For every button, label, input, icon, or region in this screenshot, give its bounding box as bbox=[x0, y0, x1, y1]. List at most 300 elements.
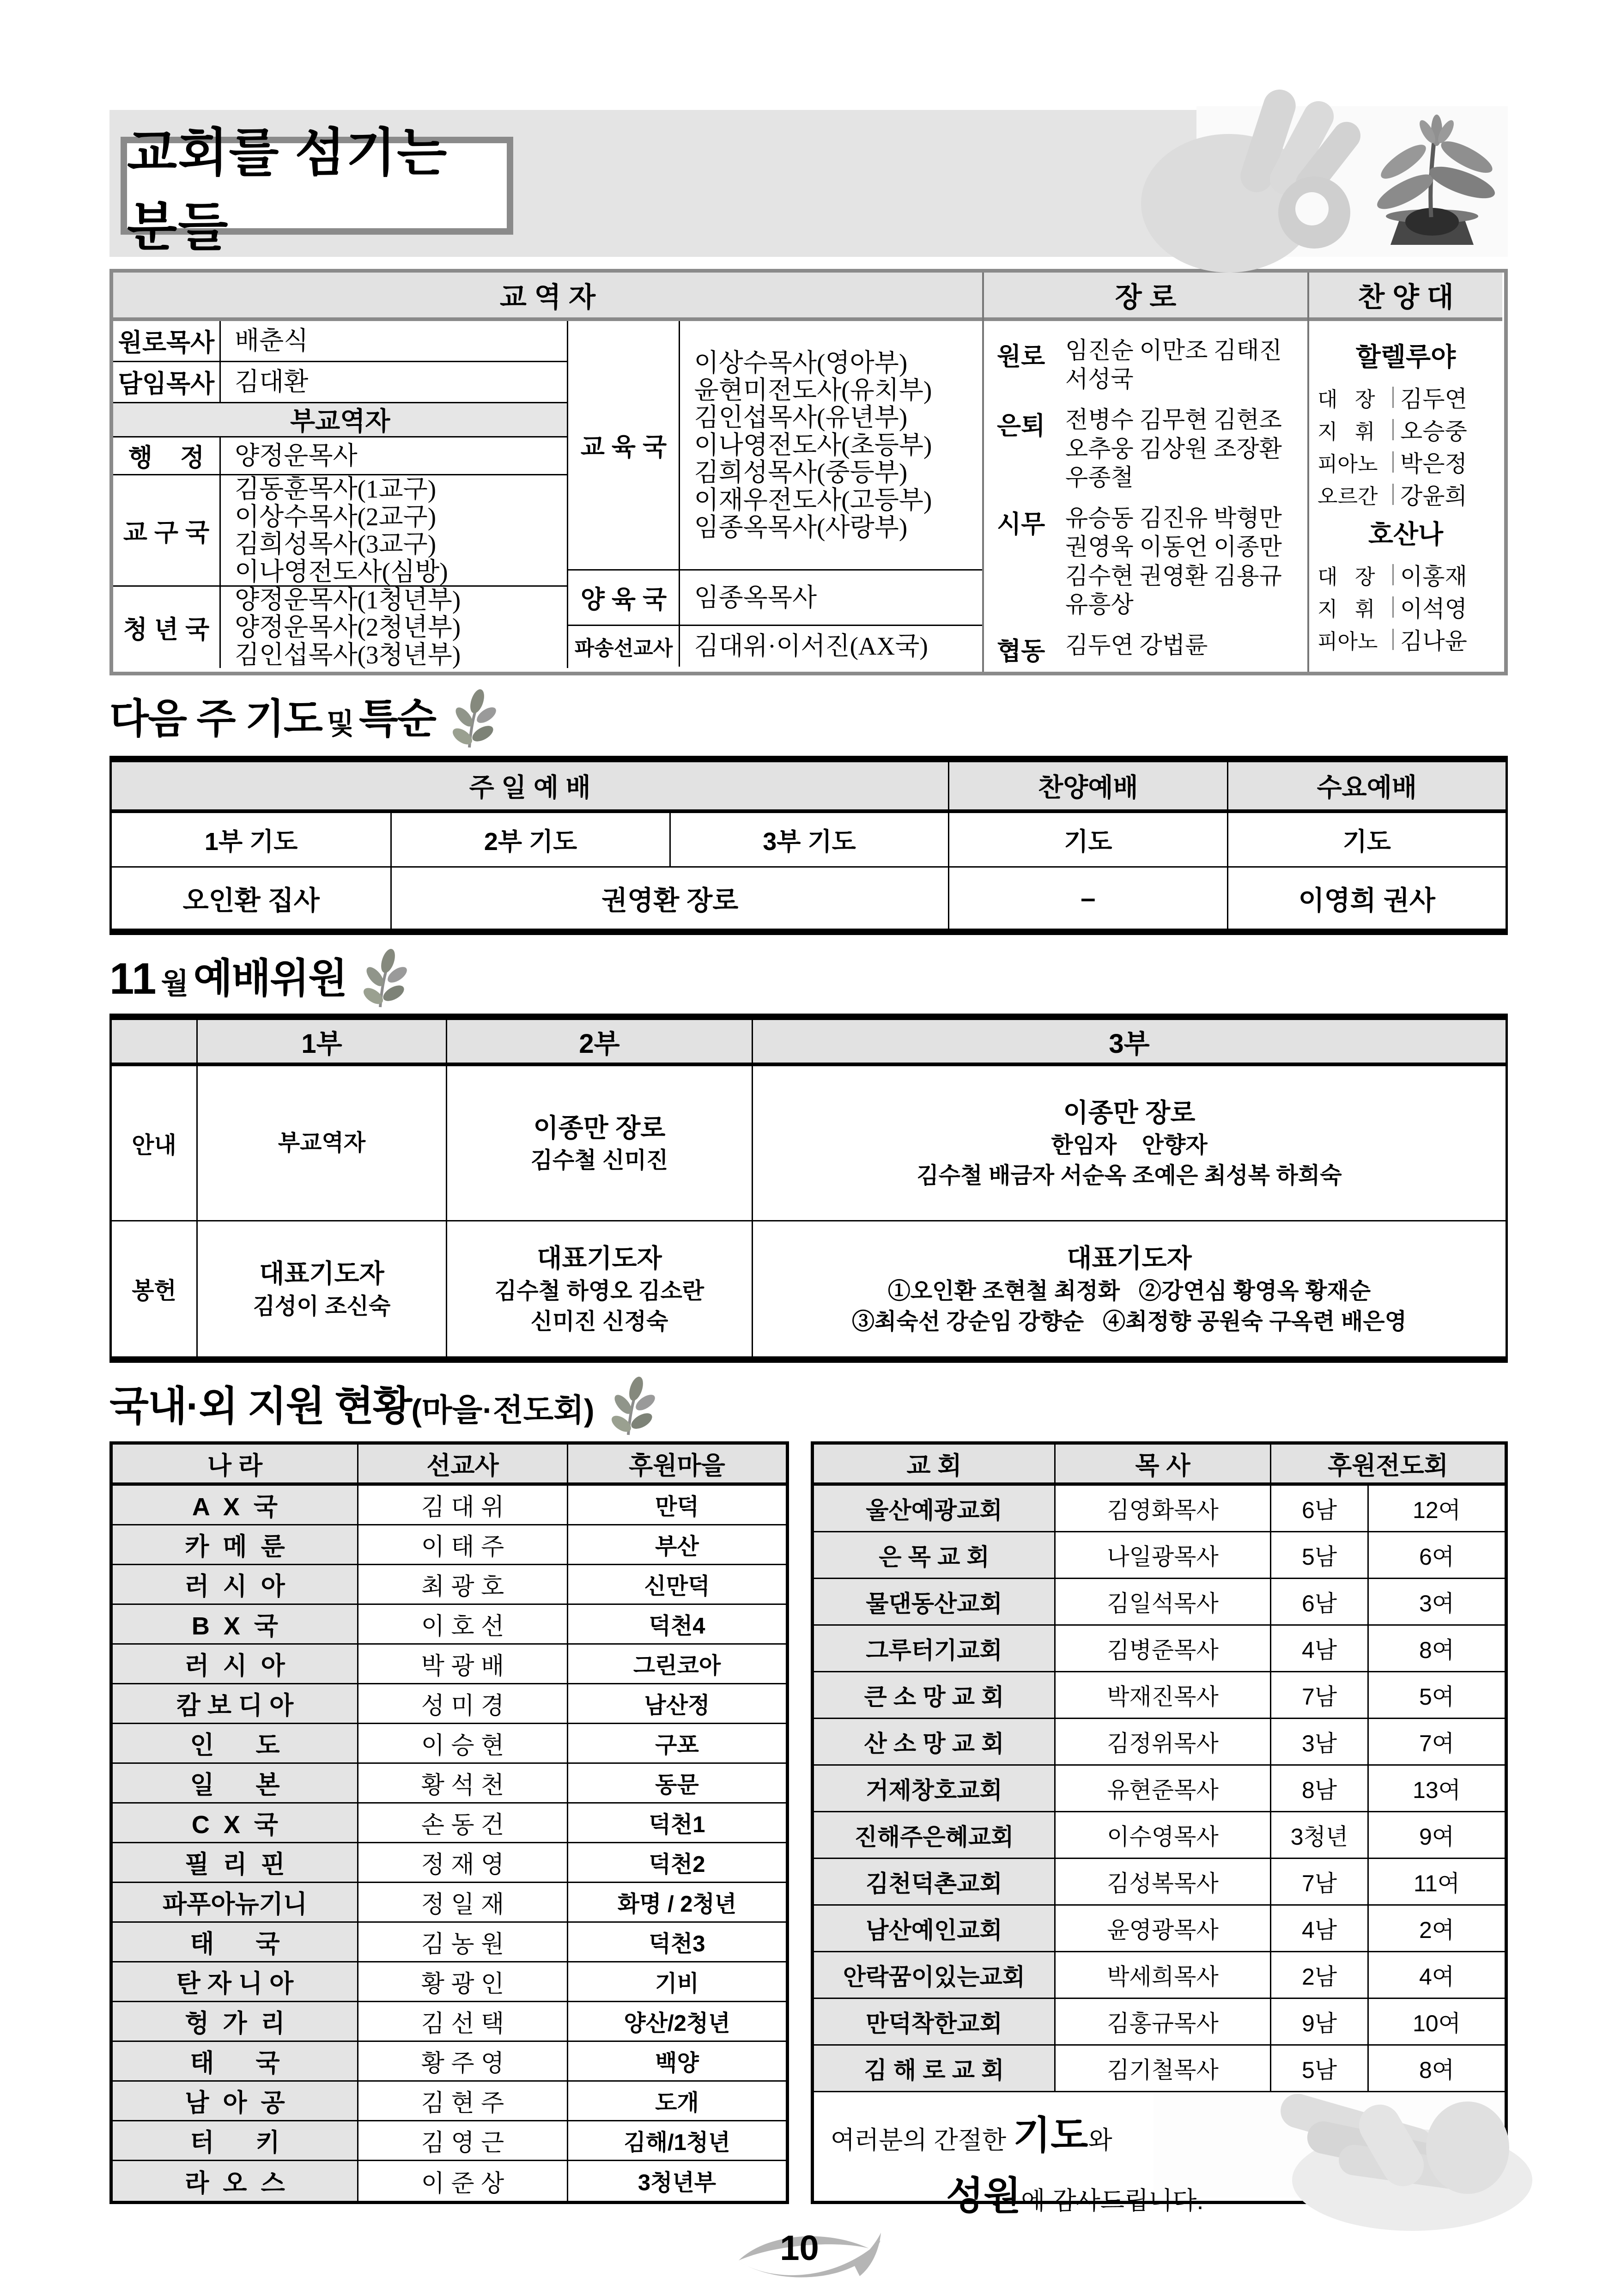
table-row bbox=[113, 1804, 786, 1843]
table-row bbox=[113, 1724, 786, 1764]
table-row bbox=[814, 1812, 1505, 1859]
message-text: 와 bbox=[1088, 2126, 1112, 2154]
support-village-cell: 구포 bbox=[567, 1724, 786, 1762]
role-divider bbox=[1392, 484, 1394, 505]
committee-names: 김수철 하영오 김소란 bbox=[494, 1278, 704, 1304]
support-village-cell: 신만덕 bbox=[567, 1565, 786, 1604]
elders-section bbox=[984, 273, 1309, 672]
missionary-cell: 정 일 재 bbox=[357, 1883, 567, 1921]
column-subheader: 기도 bbox=[948, 813, 1226, 866]
table-row bbox=[814, 1999, 1505, 2046]
committee-cell bbox=[752, 1066, 1506, 1220]
men-group-cell: 5남 bbox=[1270, 1532, 1367, 1578]
message-text-big: 성원 bbox=[946, 2175, 1021, 2218]
women-group-cell: 12여 bbox=[1367, 1486, 1505, 1531]
country-cell: 러 시 아 bbox=[113, 1645, 357, 1683]
thanks-message-cell bbox=[814, 2092, 1505, 2218]
church-cell: 산 소 망 교 회 bbox=[814, 1719, 1054, 1764]
country-cell: 터 키 bbox=[113, 2121, 357, 2160]
column-subheader: 3부 기도 bbox=[669, 813, 948, 866]
prayer-person: 오인환 집사 bbox=[182, 886, 320, 916]
column-header: 후원마을 bbox=[567, 1445, 786, 1482]
committee-leader: 대표기도자 bbox=[1067, 1244, 1192, 1273]
november-committee-table bbox=[109, 1014, 1508, 1363]
choir-member-name: 이홍재 bbox=[1400, 564, 1467, 589]
minister-name: 이상수목사(2교구) bbox=[235, 502, 437, 531]
table-row bbox=[113, 1843, 786, 1883]
committee-names: 김수철 배금자 서순옥 조예은 최성복 하희숙 bbox=[917, 1163, 1342, 1189]
table-row bbox=[113, 1923, 786, 1962]
leaf-icon bbox=[444, 691, 495, 749]
committee-cell bbox=[196, 1066, 446, 1220]
support-village-cell: 백양 bbox=[567, 2042, 786, 2080]
table-row bbox=[814, 1672, 1505, 1719]
column-subheader: 2부 기도 bbox=[390, 813, 669, 866]
country-cell: 탄 자 니 아 bbox=[113, 1962, 357, 2001]
women-group-cell: 8여 bbox=[1367, 1626, 1505, 1671]
country-cell: 러 시 아 bbox=[113, 1565, 357, 1604]
table-header-row bbox=[113, 1445, 786, 1486]
church-cell: 그루터기교회 bbox=[814, 1626, 1054, 1671]
thanks-message bbox=[814, 2092, 1505, 2221]
minister-name: 이재우전도사(고등부) bbox=[694, 486, 932, 514]
table-row bbox=[113, 2121, 786, 2161]
choir-member-name: 김나윤 bbox=[1400, 628, 1467, 654]
country-cell: 인 도 bbox=[113, 1724, 357, 1762]
support-tables bbox=[109, 1441, 1508, 2218]
elder-names: 전병수 김무현 김현조 오추웅 김상원 조장환 우종철 bbox=[1065, 407, 1282, 491]
row-value bbox=[221, 475, 567, 585]
pastor-cell: 김기철목사 bbox=[1054, 2046, 1270, 2091]
row-value bbox=[221, 437, 567, 474]
committee-names: 한임자 안향자 bbox=[1051, 1133, 1208, 1158]
heading-text: 특순 bbox=[358, 696, 436, 741]
row-label: 파송선교사 bbox=[568, 626, 680, 667]
table-row bbox=[113, 1486, 786, 1525]
missionary-cell: 이 호 선 bbox=[357, 1605, 567, 1643]
role-divider bbox=[1392, 387, 1394, 408]
committee-names-list bbox=[253, 1291, 391, 1322]
prayer-person: 권영환 장로 bbox=[390, 868, 948, 929]
men-group-cell: 3청년 bbox=[1270, 1812, 1367, 1858]
country-cell: 남 아 공 bbox=[113, 2082, 357, 2120]
table-row bbox=[113, 1645, 786, 1684]
table-row bbox=[814, 2046, 1505, 2092]
heading-text: (마을·전도회) bbox=[411, 1393, 595, 1428]
row-value bbox=[221, 587, 567, 668]
assistant-ministers-subheader: 부교역자 bbox=[113, 403, 567, 437]
men-group-cell: 5남 bbox=[1270, 2046, 1367, 2091]
committee-names: 신미진 신정숙 bbox=[530, 1309, 668, 1334]
country-cell: B X 국 bbox=[113, 1605, 357, 1643]
choir-team-name: 할렐루야 bbox=[1355, 342, 1456, 371]
table-row bbox=[814, 1626, 1505, 1672]
ministers-left-column bbox=[113, 321, 568, 668]
message-text: 에 감사드립니다. bbox=[1021, 2187, 1204, 2215]
church-cell: 진해주은혜교회 bbox=[814, 1812, 1054, 1858]
church-cell: 안락꿈이있는교회 bbox=[814, 1952, 1054, 1998]
country-cell: C X 국 bbox=[113, 1804, 357, 1842]
church-cell: 김천덕촌교회 bbox=[814, 1859, 1054, 1904]
table-row bbox=[568, 626, 982, 667]
minister-name: 김희성목사(3교구) bbox=[235, 530, 437, 559]
country-cell: 태 국 bbox=[113, 1923, 357, 1961]
missionary-cell: 황 석 천 bbox=[357, 1764, 567, 1802]
women-group-cell: 9여 bbox=[1367, 1812, 1505, 1858]
churches-table-body bbox=[814, 1486, 1505, 2092]
leaf-icon bbox=[355, 951, 406, 1009]
table-row bbox=[568, 321, 982, 571]
committee-names: 부교역자 bbox=[278, 1130, 366, 1156]
section-heading-november bbox=[109, 953, 1508, 1004]
ministers-section bbox=[113, 273, 984, 672]
choir-role-row bbox=[1318, 623, 1494, 656]
country-cell: 헝 가 리 bbox=[113, 2002, 357, 2041]
elder-group bbox=[997, 337, 1296, 394]
missions-table-body bbox=[113, 1486, 786, 2201]
country-cell: 필 리 핀 bbox=[113, 1843, 357, 1882]
table-header-row bbox=[112, 1020, 1506, 1066]
country-cell: 일 본 bbox=[113, 1764, 357, 1802]
choir-member-name: 김두연 bbox=[1400, 386, 1467, 412]
choir-role: 대 장 bbox=[1318, 565, 1375, 589]
men-group-cell: 7남 bbox=[1270, 1672, 1367, 1718]
elder-group bbox=[997, 406, 1296, 492]
choir-role-row bbox=[1318, 446, 1494, 478]
column-header: 주 일 예 배 bbox=[469, 773, 591, 802]
table-row bbox=[113, 2161, 786, 2201]
women-group-cell: 5여 bbox=[1367, 1672, 1505, 1718]
support-village-cell: 3청년부 bbox=[567, 2161, 786, 2201]
country-cell: 카 메 룬 bbox=[113, 1525, 357, 1564]
page-title: 교회를 섬기는 분들 bbox=[127, 124, 448, 256]
support-village-cell: 덕천3 bbox=[567, 1923, 786, 1961]
pastor-cell: 유현준목사 bbox=[1054, 1766, 1270, 1811]
men-group-cell: 4남 bbox=[1270, 1906, 1367, 1951]
message-text: 여러분의 간절한 bbox=[831, 2126, 1014, 2154]
table-row bbox=[113, 1684, 786, 1724]
committee-leader: 이종만 장로 bbox=[1063, 1098, 1196, 1127]
elder-names: 김두연 강법륜 bbox=[1065, 632, 1208, 659]
missionary-cell: 이 태 주 bbox=[357, 1525, 567, 1564]
women-group-cell: 10여 bbox=[1367, 1999, 1505, 2044]
pastor-cell: 박세희목사 bbox=[1054, 1952, 1270, 1998]
missionary-cell: 김 영 근 bbox=[357, 2121, 567, 2160]
section-heading-next-week bbox=[109, 693, 1508, 745]
support-village-cell: 김해/1청년 bbox=[567, 2121, 786, 2160]
choir-list bbox=[1309, 321, 1502, 668]
column-subheader: 1부 기도 bbox=[204, 828, 298, 856]
table-row bbox=[112, 868, 1506, 929]
men-group-cell: 8남 bbox=[1270, 1766, 1367, 1811]
column-header bbox=[112, 1020, 196, 1063]
table-row bbox=[814, 1486, 1505, 1532]
men-group-cell: 6남 bbox=[1270, 1486, 1367, 1531]
table-row bbox=[113, 1764, 786, 1804]
support-village-cell: 부산 bbox=[567, 1525, 786, 1564]
missionary-name: 김대위·이서진(AX국) bbox=[694, 632, 928, 661]
missionary-cell: 이 준 상 bbox=[357, 2161, 567, 2201]
elder-group-label: 시무 bbox=[997, 510, 1045, 539]
missionary-cell: 정 재 영 bbox=[357, 1843, 567, 1882]
staff-table bbox=[109, 269, 1508, 675]
table-row bbox=[113, 2082, 786, 2121]
support-village-cell: 남산정 bbox=[567, 1684, 786, 1723]
minister-name: 양정운목사(2청년부) bbox=[235, 613, 461, 642]
table-row bbox=[568, 571, 982, 626]
church-cell: 은 목 교 회 bbox=[814, 1532, 1054, 1578]
support-village-cell: 덕천4 bbox=[567, 1605, 786, 1643]
men-group-cell: 7남 bbox=[1270, 1859, 1367, 1904]
minister-name: 김인섭목사(유년부) bbox=[694, 403, 908, 432]
choir-team-roles bbox=[1318, 381, 1494, 510]
elder-group bbox=[997, 504, 1296, 620]
committee-names-list bbox=[852, 1276, 1407, 1337]
choir-member-name: 박은정 bbox=[1400, 451, 1467, 477]
support-village-cell: 도개 bbox=[567, 2082, 786, 2120]
committee-names-list bbox=[531, 1145, 668, 1176]
minister-name: 김희성목사(중등부) bbox=[694, 458, 908, 487]
choir-member-name: 강윤희 bbox=[1400, 483, 1467, 509]
choir-role: 지 휘 bbox=[1318, 597, 1375, 621]
support-village-cell: 화명 / 2청년 bbox=[567, 1883, 786, 1921]
heading-text: 국내·외 지원 현황 bbox=[109, 1383, 412, 1429]
committee-names: ③최숙선 강순임 강향순 ④최정향 공원숙 구옥련 배은영 bbox=[852, 1309, 1407, 1334]
column-subheader: 기도 bbox=[1227, 813, 1506, 866]
row-value bbox=[221, 362, 567, 402]
message-text-big: 기도 bbox=[1013, 2114, 1088, 2157]
missionary-cell: 김 선 택 bbox=[357, 2002, 567, 2041]
table-row bbox=[113, 2002, 786, 2042]
row-label: 청 년 국 bbox=[113, 587, 221, 668]
minister-name: 윤현미전도사(유치부) bbox=[694, 376, 932, 405]
country-cell: 캄 보 디 아 bbox=[113, 1684, 357, 1723]
minister-name: 양정운목사(1청년부) bbox=[235, 585, 461, 614]
committee-cell bbox=[196, 1221, 446, 1356]
committee-leader: 대표기도자 bbox=[259, 1259, 384, 1288]
minister-name: 배춘식 bbox=[235, 327, 309, 355]
committee-leader: 이종만 장로 bbox=[533, 1113, 666, 1142]
column-header: 수요예배 bbox=[1227, 762, 1506, 809]
pastor-cell: 이수영목사 bbox=[1054, 1812, 1270, 1858]
table-row bbox=[814, 1766, 1505, 1812]
table-row bbox=[113, 362, 567, 403]
country-cell: 태 국 bbox=[113, 2042, 357, 2080]
row-label: 교 구 국 bbox=[113, 475, 221, 585]
heading-text: 다음 주 기도 bbox=[109, 696, 322, 741]
table-row bbox=[113, 1883, 786, 1923]
row-label: 교 육 국 bbox=[568, 321, 680, 569]
ministers-header: 교 역 자 bbox=[113, 273, 982, 321]
role-divider bbox=[1392, 419, 1394, 440]
choir-role: 피아노 bbox=[1318, 452, 1378, 476]
women-group-cell: 11여 bbox=[1367, 1859, 1505, 1904]
missionary-cell: 최 광 호 bbox=[357, 1565, 567, 1604]
elders-list bbox=[984, 321, 1307, 668]
men-group-cell: 2남 bbox=[1270, 1952, 1367, 1998]
table-row bbox=[814, 1719, 1505, 1766]
missionary-cell: 박 광 배 bbox=[357, 1645, 567, 1683]
choir-role: 지 휘 bbox=[1318, 419, 1375, 443]
table-subheader-row bbox=[112, 813, 1506, 868]
row-label: 양 육 국 bbox=[568, 571, 680, 625]
table-row bbox=[113, 2042, 786, 2082]
church-cell: 거제창호교회 bbox=[814, 1766, 1054, 1811]
missions-table bbox=[109, 1441, 789, 2204]
missionary-cell: 성 미 경 bbox=[357, 1684, 567, 1723]
church-cell: 남산예인교회 bbox=[814, 1906, 1054, 1951]
choir-role-row bbox=[1318, 381, 1494, 413]
missionary-cell: 황 주 영 bbox=[357, 2042, 567, 2080]
pastor-cell: 김영화목사 bbox=[1054, 1486, 1270, 1531]
ministers-departments-column bbox=[568, 321, 982, 668]
minister-name: 이나영전도사(초등부) bbox=[694, 431, 932, 459]
committee-cell bbox=[446, 1221, 752, 1356]
pastor-cell: 박재진목사 bbox=[1054, 1672, 1270, 1718]
committee-cell bbox=[446, 1066, 752, 1220]
committee-names: 김수철 신미진 bbox=[530, 1148, 668, 1173]
heading-text: 11 bbox=[109, 954, 157, 1003]
choir-team-roles bbox=[1318, 559, 1494, 656]
leaf-icon bbox=[603, 1379, 654, 1437]
heading-text: 월 bbox=[161, 968, 189, 1000]
hand-plant-illustration bbox=[1196, 106, 1508, 257]
elder-group-label: 원로 bbox=[997, 343, 1045, 371]
row-label: 봉헌 bbox=[132, 1278, 176, 1304]
column-header: 선교사 bbox=[357, 1445, 567, 1482]
women-group-cell: 3여 bbox=[1367, 1579, 1505, 1624]
pastor-cell: 윤영광목사 bbox=[1054, 1906, 1270, 1951]
pastor-cell: 김홍규목사 bbox=[1054, 1999, 1270, 2044]
women-group-cell: 6여 bbox=[1367, 1532, 1505, 1578]
support-village-cell: 동문 bbox=[567, 1764, 786, 1802]
column-header: 찬양예배 bbox=[948, 762, 1226, 809]
minister-name: 양정운목사 bbox=[235, 441, 358, 470]
page-title-box bbox=[121, 124, 513, 256]
column-header: 교 회 bbox=[906, 1452, 962, 1480]
committee-cell bbox=[752, 1221, 1506, 1356]
support-village-cell: 덕천1 bbox=[567, 1804, 786, 1842]
table-row bbox=[814, 1952, 1505, 1999]
table-header-row bbox=[814, 1445, 1505, 1486]
elder-names: 유승동 김진유 박형만 권영욱 이동언 이종만 김수현 권영환 김용규 유흥상 bbox=[1065, 506, 1282, 618]
table-row bbox=[113, 475, 567, 587]
table-row bbox=[113, 1962, 786, 2002]
choir-section bbox=[1309, 273, 1502, 672]
prayer-person: 이영희 권사 bbox=[1227, 868, 1506, 929]
elders-header: 장 로 bbox=[984, 273, 1307, 321]
men-group-cell: 3남 bbox=[1270, 1719, 1367, 1764]
heading-text: 및 bbox=[326, 708, 354, 740]
bulletin-page bbox=[109, 110, 1508, 2294]
pastor-cell: 김일석목사 bbox=[1054, 1579, 1270, 1624]
country-cell: A X 국 bbox=[113, 1486, 357, 1524]
column-header: 2부 bbox=[446, 1020, 752, 1063]
elder-group-label: 협동 bbox=[997, 637, 1045, 665]
prayer-person: – bbox=[948, 868, 1226, 929]
row-value bbox=[680, 321, 982, 569]
table-row bbox=[814, 1532, 1505, 1579]
elder-group-label: 은퇴 bbox=[997, 412, 1045, 440]
column-header: 1부 bbox=[196, 1020, 446, 1063]
choir-team-name: 호산나 bbox=[1368, 520, 1444, 549]
page-number: 10 bbox=[780, 2229, 819, 2268]
title-banner bbox=[109, 110, 1508, 257]
role-divider bbox=[1392, 451, 1394, 473]
men-group-cell: 9남 bbox=[1270, 1999, 1367, 2044]
missionary-cell: 손 동 건 bbox=[357, 1804, 567, 1842]
country-cell: 파푸아뉴기니 bbox=[113, 1883, 357, 1921]
missionary-cell: 김 대 위 bbox=[357, 1486, 567, 1524]
row-label: 담임목사 bbox=[113, 362, 221, 402]
table-row bbox=[113, 587, 567, 668]
committee-names-list bbox=[917, 1130, 1342, 1191]
choir-role-row bbox=[1318, 559, 1494, 591]
row-value bbox=[221, 321, 567, 361]
missionary-cell: 김 현 주 bbox=[357, 2082, 567, 2120]
table-row bbox=[814, 1906, 1505, 1952]
pastor-cell: 김정위목사 bbox=[1054, 1719, 1270, 1764]
committee-names: ①오인환 조현철 최정화 ②강연심 황영옥 황재순 bbox=[887, 1278, 1371, 1304]
committee-leader: 대표기도자 bbox=[537, 1244, 662, 1273]
column-header: 나 라 bbox=[207, 1452, 263, 1480]
row-value bbox=[680, 571, 982, 625]
choir-member-name: 이석영 bbox=[1400, 596, 1467, 622]
role-divider bbox=[1392, 564, 1394, 585]
committee-names-list bbox=[495, 1276, 704, 1337]
pastor-cell: 김성복목사 bbox=[1054, 1859, 1270, 1904]
heading-text: 예배위원 bbox=[193, 955, 347, 1001]
minister-name: 이나영전도사(심방) bbox=[235, 557, 448, 586]
churches-table bbox=[811, 1441, 1508, 2218]
men-group-cell: 6남 bbox=[1270, 1579, 1367, 1624]
table-row bbox=[112, 1221, 1506, 1356]
row-label: 원로목사 bbox=[113, 321, 221, 361]
women-group-cell: 8여 bbox=[1367, 2046, 1505, 2091]
choir-member-name: 오승중 bbox=[1400, 419, 1467, 444]
missionary-cell: 김 농 원 bbox=[357, 1923, 567, 1961]
women-group-cell: 4여 bbox=[1367, 1952, 1505, 1998]
table-row bbox=[113, 1565, 786, 1605]
church-cell: 큰 소 망 교 회 bbox=[814, 1672, 1054, 1718]
missionary-cell: 황 광 인 bbox=[357, 1962, 567, 2001]
table-row bbox=[113, 437, 567, 476]
minister-name: 임종옥목사(사랑부) bbox=[694, 513, 908, 541]
row-label: 행 정 bbox=[113, 437, 221, 474]
elder-names: 임진순 이만조 김태진 서성국 bbox=[1065, 338, 1282, 393]
table-row bbox=[814, 1859, 1505, 1906]
choir-role: 대 장 bbox=[1318, 387, 1375, 411]
table-row bbox=[113, 1605, 786, 1645]
choir-role-row bbox=[1318, 591, 1494, 623]
column-header: 3부 bbox=[752, 1020, 1506, 1063]
hand-plant-photo bbox=[1196, 106, 1508, 257]
role-divider bbox=[1392, 596, 1394, 618]
women-group-cell: 13여 bbox=[1367, 1766, 1505, 1811]
minister-name: 김인섭목사(3청년부) bbox=[235, 640, 461, 669]
support-village-cell: 양산/2청년 bbox=[567, 2002, 786, 2041]
table-row bbox=[113, 321, 567, 362]
support-village-cell: 덕천2 bbox=[567, 1843, 786, 1882]
table-row bbox=[112, 1066, 1506, 1221]
table-row bbox=[814, 1579, 1505, 1626]
pastor-cell: 나일광목사 bbox=[1054, 1532, 1270, 1578]
missionary-cell: 이 승 현 bbox=[357, 1724, 567, 1762]
role-divider bbox=[1392, 629, 1394, 650]
church-cell: 김 해 로 교 회 bbox=[814, 2046, 1054, 2091]
women-group-cell: 7여 bbox=[1367, 1719, 1505, 1764]
minister-name: 김대환 bbox=[235, 367, 309, 396]
